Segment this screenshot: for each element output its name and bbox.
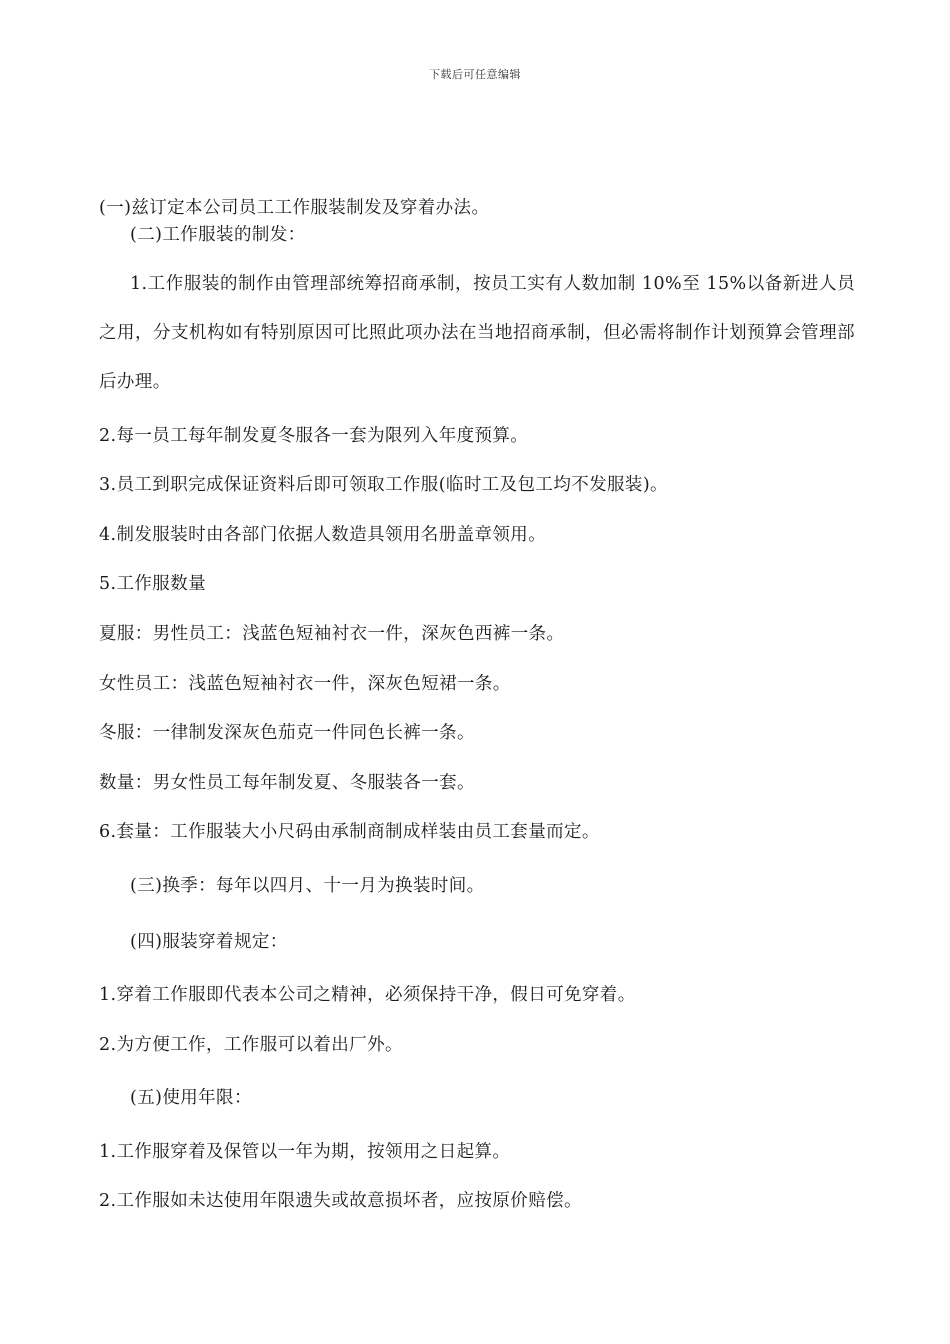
page-header-note: 下载后可任意编辑 — [429, 68, 521, 81]
wear-rule-2-text: 2.为方便工作，工作服可以着出厂外。 — [99, 1035, 403, 1055]
female-uniform-text: 女性员工：浅蓝色短袖衬衣一件，深灰色短裙一条。 — [99, 674, 511, 694]
item-2-text: 2.每一员工每年制发夏冬服各一套为限列入年度预算。 — [99, 426, 529, 446]
section-1-text: (一)兹订定本公司员工工作服装制发及穿着办法。 — [99, 198, 490, 218]
usage-rule-2-text: 2.工作服如未达使用年限遗失或故意损坏者，应按原价赔偿。 — [99, 1191, 582, 1211]
quantity-text: 数量：男女性员工每年制发夏、冬服装各一套。 — [99, 773, 475, 793]
item-1-paragraph: 1.工作服装的制作由管理部统筹招商承制，按员工实有人数加制 10%至 15%以备新进人员之用，分支机构如有特别原因可比照此项办法在当地招商承制，但必需将制作计划预算会管理部后办理。 — [99, 274, 855, 392]
section-5-heading: (五)使用年限： — [130, 1088, 252, 1108]
wear-rule-1-text: 1.穿着工作服即代表本公司之精神，必须保持干净，假日可免穿着。 — [99, 985, 636, 1005]
item-5-heading: 5.工作服数量 — [99, 574, 206, 594]
item-3-text: 3.员工到职完成保证资料后即可领取工作服(临时工及包工均不发服装)。 — [99, 475, 668, 495]
summer-uniform-text: 夏服：男性员工：浅蓝色短袖衬衣一件，深灰色西裤一条。 — [99, 624, 565, 644]
item-4-text: 4.制发服装时由各部门依据人数造具领用名册盖章领用。 — [99, 525, 547, 545]
section-3-text: (三)换季：每年以四月、十一月为换装时间。 — [130, 876, 485, 896]
item-6-text: 6.套量：工作服装大小尺码由承制商制成样装由员工套量而定。 — [99, 822, 600, 842]
usage-rule-1-text: 1.工作服穿着及保管以一年为期，按领用之日起算。 — [99, 1142, 511, 1162]
section-2-heading: (二)工作服装的制发： — [130, 225, 306, 245]
section-4-heading: (四)服装穿着规定： — [130, 932, 288, 952]
winter-uniform-text: 冬服：一律制发深灰色茄克一件同色长裤一条。 — [99, 723, 475, 743]
